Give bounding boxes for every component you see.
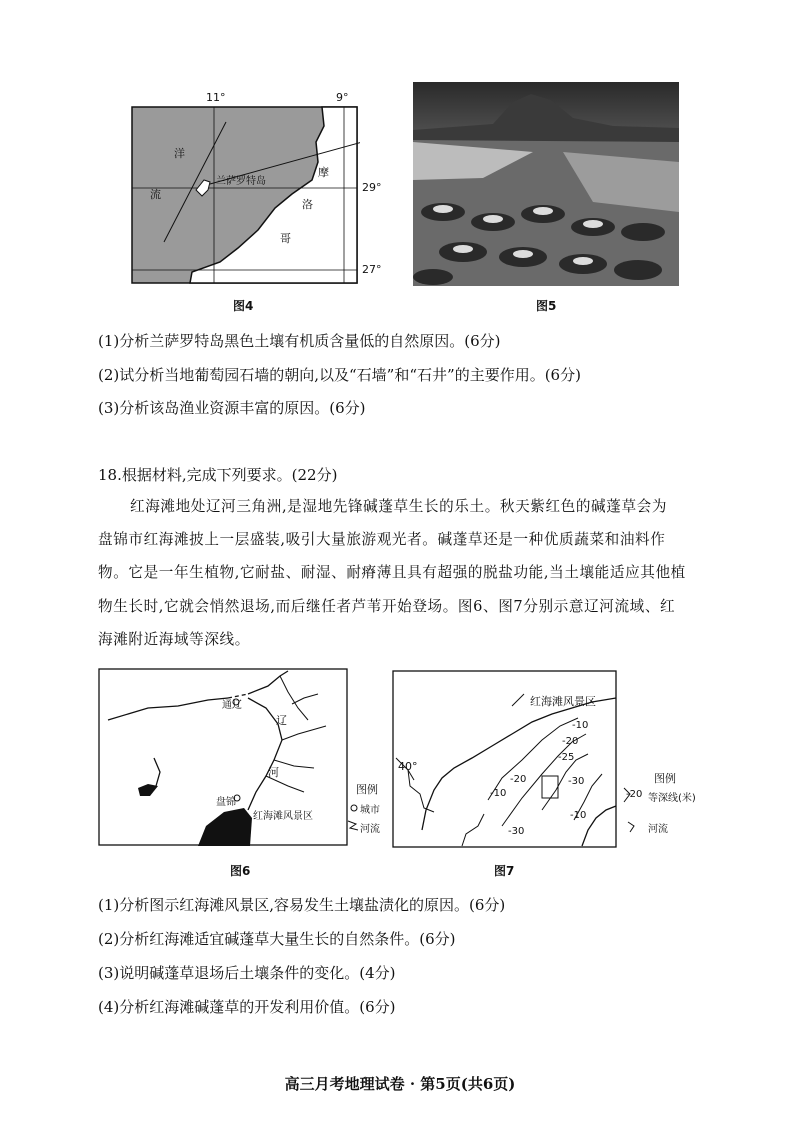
fig7-legend-river: 河流 <box>648 824 668 835</box>
depth-label: -20 <box>510 774 527 785</box>
q17-item-2: (2)试分析当地葡萄园石墙的朝向,以及“石墙”和“石井”的主要作用。(6分) <box>98 366 581 384</box>
q18-paragraph-line-1: 红海滩地处辽河三角洲,是湿地先锋碱蓬草生长的乐土。秋天紫红色的碱蓬草会为 <box>130 498 668 515</box>
fig5-caption: 图5 <box>536 299 557 313</box>
q18-item-4: (4)分析红海滩碱蓬草的开发利用价值。(6分) <box>98 998 396 1016</box>
fig6-legend-city: 城市 <box>360 805 380 816</box>
fig6-caption: 图6 <box>230 864 251 878</box>
country-label-2: 洛 <box>302 198 313 211</box>
depth-label: -20 <box>562 736 579 747</box>
fig7-caption: 图7 <box>494 864 515 878</box>
scenic-label-fig6: 红海滩风景区 <box>253 811 313 822</box>
fig7-legend-contour-value: -20 <box>626 789 643 800</box>
lat-top-label: 29° <box>362 181 382 194</box>
figure-4 <box>130 90 382 285</box>
q18-item-2: (2)分析红海滩适宜碱蓬草大量生长的自然条件。(6分) <box>98 930 456 948</box>
fig4-caption: 图4 <box>233 299 254 313</box>
fig7-legend-contour: 等深线(米) <box>648 793 696 804</box>
fig6-legend-title: 图例 <box>356 783 378 796</box>
fig6-map <box>98 668 388 848</box>
country-label-1: 摩 <box>318 166 329 179</box>
q17-item-1: (1)分析兰萨罗特岛黑色土壤有机质含量低的自然原因。(6分) <box>98 332 501 350</box>
tongliao-label: 通辽 <box>222 700 242 711</box>
depth-label: -10 <box>570 810 587 821</box>
liao-label: 辽 <box>276 714 287 727</box>
depth-label: -30 <box>508 826 525 837</box>
panjin-label: 盘锦 <box>216 797 236 808</box>
q18-paragraph-line-5: 海滩附近海域等深线。 <box>98 631 250 648</box>
fig7-legend-title: 图例 <box>654 772 676 785</box>
lat-40-label: 40° <box>398 760 418 773</box>
depth-label: -10 <box>490 788 507 799</box>
fig5-photo <box>413 82 679 286</box>
figure-7 <box>392 670 722 850</box>
ocean-label-2: 流 <box>150 188 161 201</box>
q17-item-3: (3)分析该岛渔业资源丰富的原因。(6分) <box>98 399 366 417</box>
lat-bottom-label: 27° <box>362 263 382 276</box>
fig4-map <box>130 90 360 285</box>
q18-paragraph-line-3: 物。它是一年生植物,它耐盐、耐湿、耐瘠薄且具有超强的脱盐功能,当土壤能适应其他植 <box>98 564 686 581</box>
scenic-label-fig7: 红海滩风景区 <box>530 695 596 708</box>
figure-6 <box>98 668 388 848</box>
lon-left-label: 11° <box>206 91 226 104</box>
q18-stem: 18.根据材料,完成下列要求。(22分) <box>98 466 338 484</box>
q18-paragraph-line-2: 盘锦市红海滩披上一层盛装,吸引大量旅游观光者。碱蓬草还是一种优质蔬菜和油料作 <box>98 531 666 548</box>
depth-label: -30 <box>568 776 585 787</box>
q18-paragraph-line-4: 物生长时,它就会悄然退场,而后继任者芦苇开始登场。图6、图7分别示意辽河流域、红 <box>98 598 676 615</box>
lon-right-label: 9° <box>336 91 349 104</box>
q18-item-3: (3)说明碱蓬草退场后土壤条件的变化。(4分) <box>98 964 396 982</box>
figure-5-photo <box>413 82 679 286</box>
depth-label: -25 <box>558 752 575 763</box>
ocean-label-1: 洋 <box>174 147 185 160</box>
q18-item-1: (1)分析图示红海滩风景区,容易发生土壤盐渍化的原因。(6分) <box>98 896 506 914</box>
he-label: 河 <box>268 766 279 779</box>
island-label: 兰萨罗特岛 <box>216 176 266 187</box>
country-label-3: 哥 <box>280 232 291 245</box>
fig6-legend-river: 河流 <box>360 824 380 835</box>
page-footer: 高三月考地理试卷 · 第5页(共6页) <box>284 1075 516 1093</box>
depth-label: -10 <box>572 720 589 731</box>
